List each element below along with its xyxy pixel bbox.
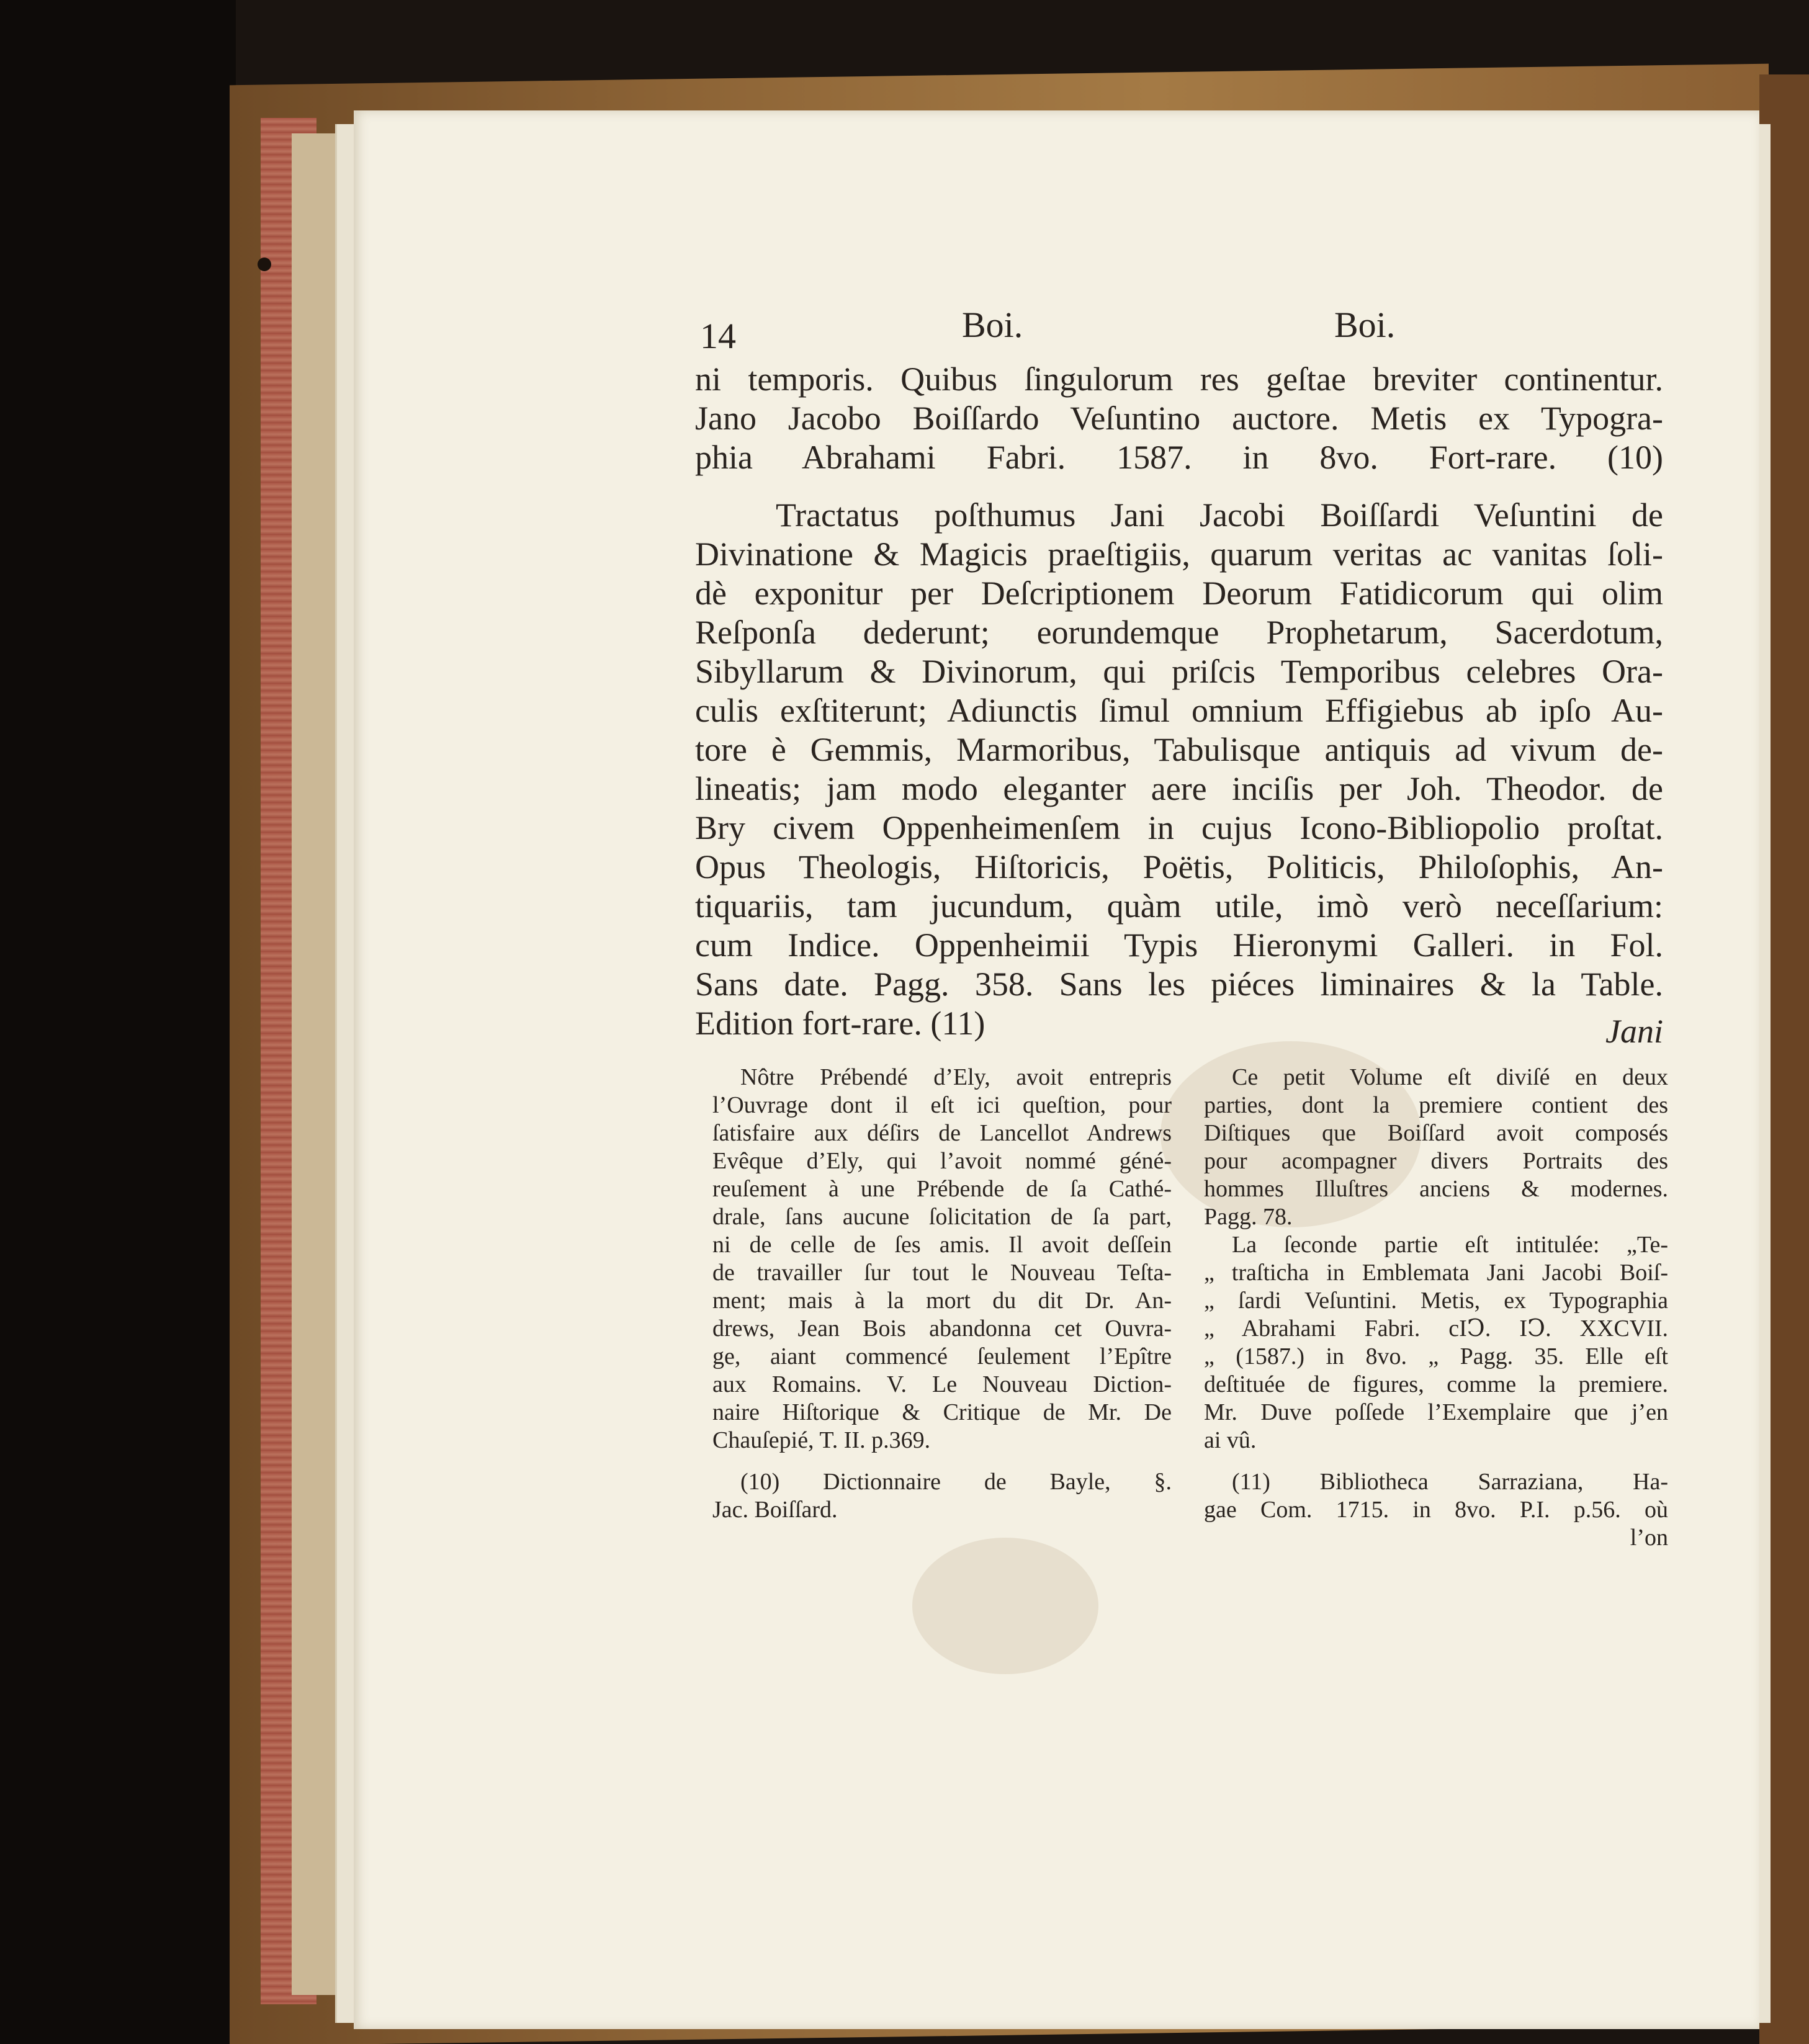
main-text-line: Jano Jacobo Boiſſardo Veſuntino auctore. Metis ex Typogra- bbox=[695, 400, 1663, 437]
footnote-line: ment; mais à la mort du dit Dr. An- bbox=[712, 1288, 1172, 1314]
footnote-line: parties, dont la premiere contient des bbox=[1204, 1092, 1668, 1118]
footnote-line: Pagg. 78. bbox=[1204, 1204, 1293, 1230]
footnote-line: l’Ouvrage dont il eſt ici queſtion, pour bbox=[712, 1092, 1172, 1118]
main-text-line: Edition fort-rare. (11) bbox=[695, 1005, 985, 1042]
main-text-line: Sibyllarum & Divinorum, qui priſcis Temporibus celebres Ora- bbox=[695, 653, 1663, 690]
footnote-line: ſatisfaire aux déſirs de Lancellot Andrews bbox=[712, 1120, 1172, 1146]
main-text-line: culis exſtiterunt; Adiunctis ſimul omnium Effigiebus ab ipſo Au- bbox=[695, 692, 1663, 729]
footnote-line: deſtituée de figures, comme la premiere. bbox=[1204, 1371, 1668, 1397]
paragraph-gap bbox=[1204, 1455, 1668, 1468]
page-number: 14 bbox=[700, 316, 736, 356]
paragraph-gap bbox=[712, 1455, 1172, 1468]
running-head-right: Boi. bbox=[1334, 305, 1396, 345]
footnote-line: Diſtiques que Boiſſard avoit composés bbox=[1204, 1120, 1668, 1146]
footnote-line: Chauſepié, T. II. p.369. bbox=[712, 1427, 931, 1453]
main-text-line: Tractatus poſthumus Jani Jacobi Boiſſardi Veſuntini de bbox=[776, 496, 1663, 534]
footnote-line: „ Abrahami Fabri. cIↃ. IↃ. XXCVII. bbox=[1204, 1316, 1668, 1342]
footnote-line: drale, ſans aucune ſolicitation de ſa part, bbox=[712, 1204, 1172, 1230]
footnote-line: drews, Jean Bois abandonna cet Ouvra- bbox=[712, 1316, 1172, 1342]
footnote-line: La ſeconde partie eſt intitulée: „Te- bbox=[1232, 1232, 1668, 1258]
footnote-line: „ (1587.) in 8vo. „ Pagg. 35. Elle eſt bbox=[1204, 1343, 1668, 1369]
main-text-line: lineatis; jam modo eleganter aere inciſis per Joh. Theodor. de bbox=[695, 770, 1663, 807]
main-text-line: tore è Gemmis, Marmoribus, Tabulisque antiquis ad vivum de- bbox=[695, 731, 1663, 768]
footnote-line: pour acompagner divers Portraits des bbox=[1204, 1148, 1668, 1174]
footnote-line: Jac. Boiſſard. bbox=[712, 1497, 838, 1523]
running-head-left: Boi. bbox=[962, 305, 1023, 345]
footnote-line: „ traſticha in Emblemata Jani Jacobi Boiſ- bbox=[1204, 1260, 1668, 1286]
paragraph-gap bbox=[695, 477, 1663, 496]
footnote-line: (11) Bibliotheca Sarraziana, Ha- bbox=[1232, 1469, 1668, 1495]
footnote-column-right bbox=[1204, 1064, 1668, 1552]
main-text-line: ni temporis. Quibus ſingulorum res geſtae breviter continentur. bbox=[695, 361, 1663, 398]
main-text bbox=[695, 360, 1663, 1043]
footnote-line: ge, aiant commencé ſeulement l’Epître bbox=[712, 1343, 1172, 1369]
footnote-line: Evêque d’Ely, qui l’avoit nommé géné- bbox=[712, 1148, 1172, 1174]
footnote-column-left bbox=[712, 1064, 1172, 1524]
footnote-line: aux Romains. V. Le Nouveau Diction- bbox=[712, 1371, 1172, 1397]
footnote-line: naire Hiſtorique & Critique de Mr. De bbox=[712, 1399, 1172, 1425]
main-text-line: Divinatione & Magicis praeſtigiis, quarum veritas ac vanitas ſoli- bbox=[695, 536, 1663, 573]
footnote-line: Nôtre Prébendé d’Ely, avoit entrepris bbox=[740, 1064, 1172, 1090]
footnote-line: gae Com. 1715. in 8vo. P.I. p.56. où bbox=[1204, 1497, 1668, 1523]
main-text-line: tiquariis, tam jucundum, quàm utile, imò verò neceſſarium: bbox=[695, 887, 1663, 925]
footnote-line: de travailler ſur tout le Nouveau Teſta- bbox=[712, 1260, 1172, 1286]
footnote-line: Mr. Duve poſſede l’Exemplaire que j’en bbox=[1204, 1399, 1668, 1425]
footnote-line: hommes Illuſtres anciens & modernes. bbox=[1204, 1176, 1668, 1202]
main-text-line: Sans date. Pagg. 358. Sans les piéces liminaires & la Table. bbox=[695, 966, 1663, 1003]
scan-background bbox=[0, 0, 236, 2044]
main-text-line: Opus Theologis, Hiſtoricis, Poëtis, Politicis, Philoſophis, An- bbox=[695, 848, 1663, 885]
footnotes bbox=[695, 1064, 1668, 1610]
footnote-line: ai vû. bbox=[1204, 1427, 1257, 1453]
main-text-line: phia Abrahami Fabri. 1587. in 8vo. Fort-rare. (10) bbox=[695, 439, 1663, 476]
main-text-line: Reſponſa dederunt; eorundemque Prophetarum, Sacerdotum, bbox=[695, 614, 1663, 651]
catchword: Jani bbox=[1605, 1013, 1663, 1050]
footnote-line: l’on bbox=[1630, 1525, 1668, 1551]
footnote-line: ni de celle de ſes amis. Il avoit deſſein bbox=[712, 1232, 1172, 1258]
footnote-line: reuſement à une Prébende de ſa Cathé- bbox=[712, 1176, 1172, 1202]
binding-hole bbox=[258, 258, 271, 271]
page-content bbox=[695, 304, 1668, 1610]
footnote-line: (10) Dictionnaire de Bayle, §. bbox=[740, 1469, 1172, 1495]
main-text-line: Bry civem Oppenheimenſem in cujus Icono-Bibliopolio proſtat. bbox=[695, 809, 1663, 846]
footnote-line: „ ſardi Veſuntini. Metis, ex Typographia bbox=[1204, 1288, 1668, 1314]
main-text-line: cum Indice. Oppenheimii Typis Hieronymi Galleri. in Fol. bbox=[695, 926, 1663, 964]
main-text-line: dè exponitur per Deſcriptionem Deorum Fatidicorum qui olim bbox=[695, 575, 1663, 612]
running-head bbox=[695, 304, 1663, 360]
footnote-line: Ce petit Volume eſt diviſé en deux bbox=[1232, 1064, 1668, 1090]
